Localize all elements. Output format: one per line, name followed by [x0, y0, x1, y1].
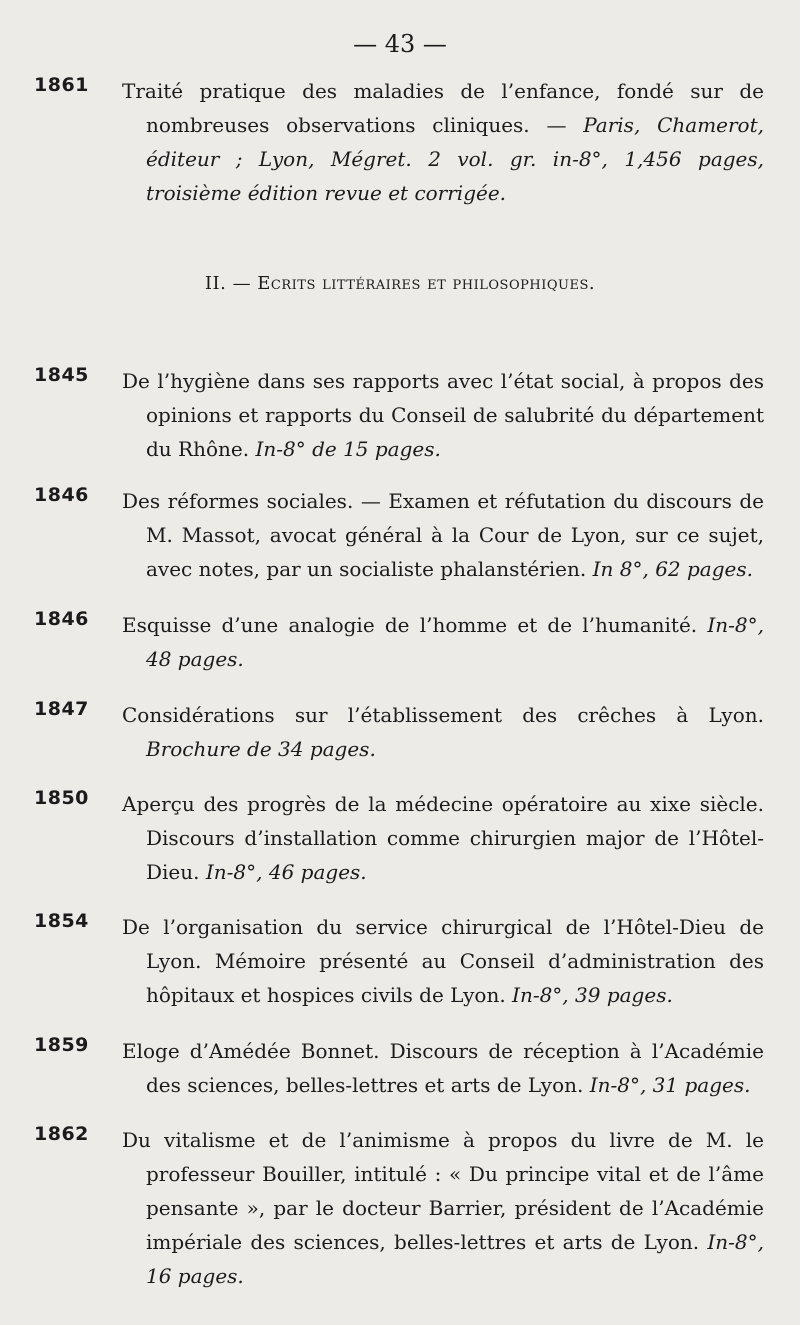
page-number: — 43 —	[353, 30, 447, 58]
section-heading	[0, 273, 800, 294]
section-numeral: II. —	[204, 273, 258, 294]
entry-publication: Paris, Chamerot, éditeur ; Lyon, Mégret. 2 vol. gr. in-8°, 1,456 pages, troisième édition revue et corrigée.	[146, 113, 764, 205]
entry-text	[122, 910, 764, 1012]
entry-year: 1859	[34, 1034, 89, 1056]
entry-year: 1845	[34, 364, 89, 386]
bibliography-entry	[34, 1034, 764, 1102]
entry-publication: In 8°, 62 pages.	[592, 557, 753, 581]
bibliography-entry	[34, 484, 764, 586]
entry-publication: Brochure de 34 pages.	[146, 737, 376, 761]
entry-year: 1847	[34, 698, 89, 720]
entry-title: Eloge d’Amédée Bonnet. Discours de réception à l’Académie des sciences, belles-lettres et arts de Lyon.	[122, 1039, 764, 1097]
entry-year: 1854	[34, 910, 89, 932]
entry-publication: In-8°, 46 pages.	[205, 860, 367, 884]
bibliography-entry	[34, 787, 764, 889]
entry-title: Des réformes sociales. — Examen et réfutation du discours de M. Massot, avocat général à la Cour de Lyon, sur ce sujet, avec notes, par un socialiste phalanstérien.	[122, 489, 764, 581]
entry-publication: In-8°, 31 pages.	[589, 1073, 751, 1097]
entry-text	[122, 1034, 764, 1102]
bibliography-entry	[34, 910, 764, 1012]
bibliography-entry	[34, 698, 764, 766]
entry-title: Considérations sur l’établissement des crêches à Lyon.	[122, 703, 764, 727]
entry-year: 1846	[34, 484, 89, 506]
entry-year: 1846	[34, 608, 89, 630]
entry-title: De l’organisation du service chirurgical de l’Hôtel-Dieu de Lyon. Mémoire présenté au Conseil d’administration des hôpitaux et hospices civils de Lyon.	[122, 915, 764, 1007]
entry-text	[122, 364, 764, 466]
bibliography-entry	[34, 608, 764, 676]
entry-text	[122, 787, 764, 889]
entry-publication: In-8° de 15 pages.	[255, 437, 441, 461]
entry-title: Du vitalisme et de l’animisme à propos du livre de M. le professeur Bouiller, intitulé : « Du principe vital et de l’âme pensante », par le docteur Barrier, président de l’Académie impériale des sciences, belles-lettres et arts de Lyon.	[122, 1128, 764, 1254]
entry-text	[122, 484, 764, 586]
entry-text	[122, 74, 764, 210]
bibliography-entry	[34, 364, 764, 466]
entry-year: 1862	[34, 1123, 89, 1145]
entry-publication: In-8°, 48 pages.	[146, 613, 764, 671]
section-title: Ecrits littéraires et philosophiques.	[257, 273, 596, 294]
entry-title: Traité pratique des maladies de l’enfance, fondé sur de nombreuses observations cliniques. —	[122, 79, 764, 137]
entry-year: 1850	[34, 787, 89, 809]
entry-text	[122, 698, 764, 766]
entry-title: De l’hygiène dans ses rapports avec l’état social, à propos des opinions et rapports du Conseil de salubrité du département du Rhône.	[122, 369, 764, 461]
bibliography-entry	[34, 74, 764, 210]
entry-title: Aperçu des progrès de la médecine opératoire au xixe siècle. Discours d’installation comme chirurgien major de l’Hôtel-Dieu.	[122, 792, 764, 884]
entry-text	[122, 1123, 764, 1293]
entry-publication: In-8°, 16 pages.	[146, 1230, 764, 1288]
entry-year: 1861	[34, 74, 89, 96]
entry-title: Esquisse d’une analogie de l’homme et de l’humanité.	[122, 613, 708, 637]
entry-publication: In-8°, 39 pages.	[512, 983, 673, 1007]
bibliography-entry	[34, 1123, 764, 1293]
entry-text	[122, 608, 764, 676]
